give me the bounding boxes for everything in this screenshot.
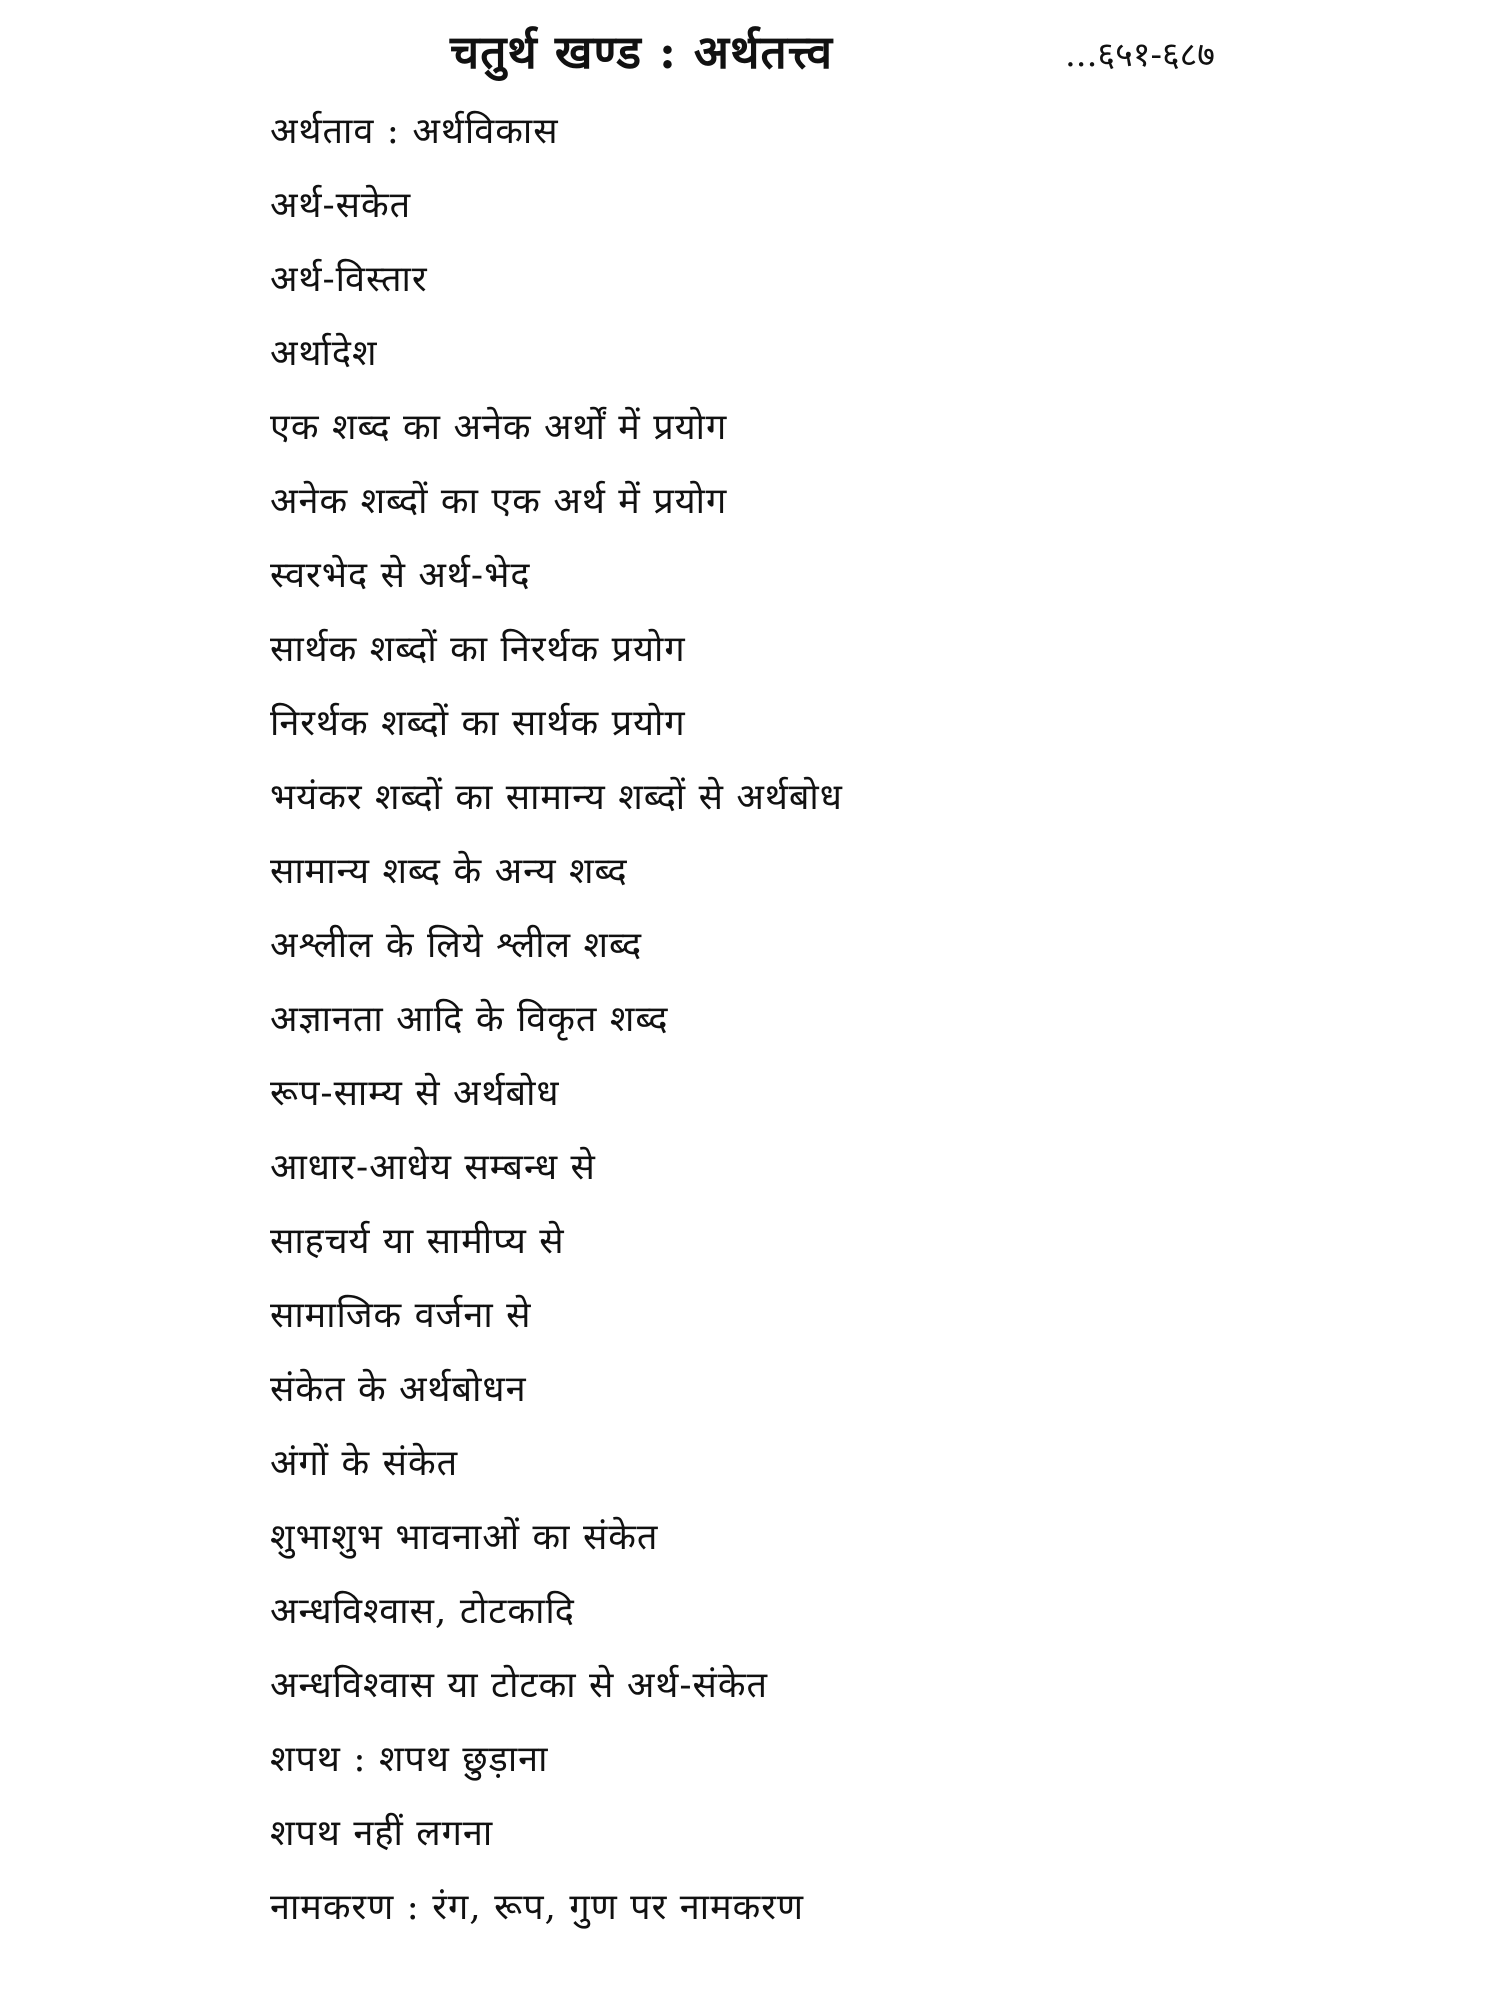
section-header bbox=[0, 20, 1500, 90]
contents-entry: अर्थादेश bbox=[270, 333, 378, 374]
contents-entry: अर्थ-विस्तार bbox=[270, 259, 428, 300]
contents-entry: आधार-आधेय सम्बन्ध से bbox=[270, 1147, 596, 1188]
contents-entry: सामान्य शब्द के अन्य शब्द bbox=[270, 851, 628, 892]
contents-entry: नामकरण : रंग, रूप, गुण पर नामकरण bbox=[270, 1887, 805, 1928]
contents-entry: स्वरभेद से अर्थ-भेद bbox=[270, 555, 531, 596]
section-title: चतुर्थ खण्ड : अर्थतत्त्व bbox=[450, 25, 834, 79]
contents-entry: शपथ : शपथ छुड़ाना bbox=[270, 1739, 549, 1780]
contents-entry: निरर्थक शब्दों का सार्थक प्रयोग bbox=[270, 703, 686, 744]
contents-entry: अन्धविश्वास या टोटका से अर्थ-संकेत bbox=[270, 1665, 769, 1706]
contents-list bbox=[270, 95, 1420, 1945]
contents-entry: संकेत के अर्थबोधन bbox=[270, 1369, 527, 1410]
contents-entry: एक शब्द का अनेक अर्थों में प्रयोग bbox=[270, 407, 728, 448]
contents-entry: अज्ञानता आदि के विकृत शब्द bbox=[270, 999, 669, 1040]
contents-entry: भयंकर शब्दों का सामान्य शब्दों से अर्थबोध bbox=[270, 777, 843, 818]
contents-entry: शपथ नहीं लगना bbox=[270, 1813, 494, 1854]
contents-entry: अन्धविश्वास, टोटकादि bbox=[270, 1591, 575, 1632]
contents-entry: रूप-साम्य से अर्थबोध bbox=[270, 1073, 560, 1114]
contents-entry: अंगों के संकेत bbox=[270, 1443, 459, 1484]
contents-entry: अनेक शब्दों का एक अर्थ में प्रयोग bbox=[270, 481, 728, 522]
contents-entry: शुभाशुभ भावनाओं का संकेत bbox=[270, 1517, 659, 1558]
page-range: ...६५१-६८७ bbox=[1065, 35, 1215, 75]
contents-entry: सामाजिक वर्जना से bbox=[270, 1295, 532, 1336]
contents-entry: अश्लील के लिये श्लील शब्द bbox=[270, 925, 643, 966]
contents-entry: साहचर्य या सामीप्य से bbox=[270, 1221, 565, 1262]
contents-entry: सार्थक शब्दों का निरर्थक प्रयोग bbox=[270, 629, 686, 670]
contents-entry: अर्थ-सकेत bbox=[270, 185, 412, 226]
contents-entry: अर्थताव : अर्थविकास bbox=[270, 111, 559, 152]
